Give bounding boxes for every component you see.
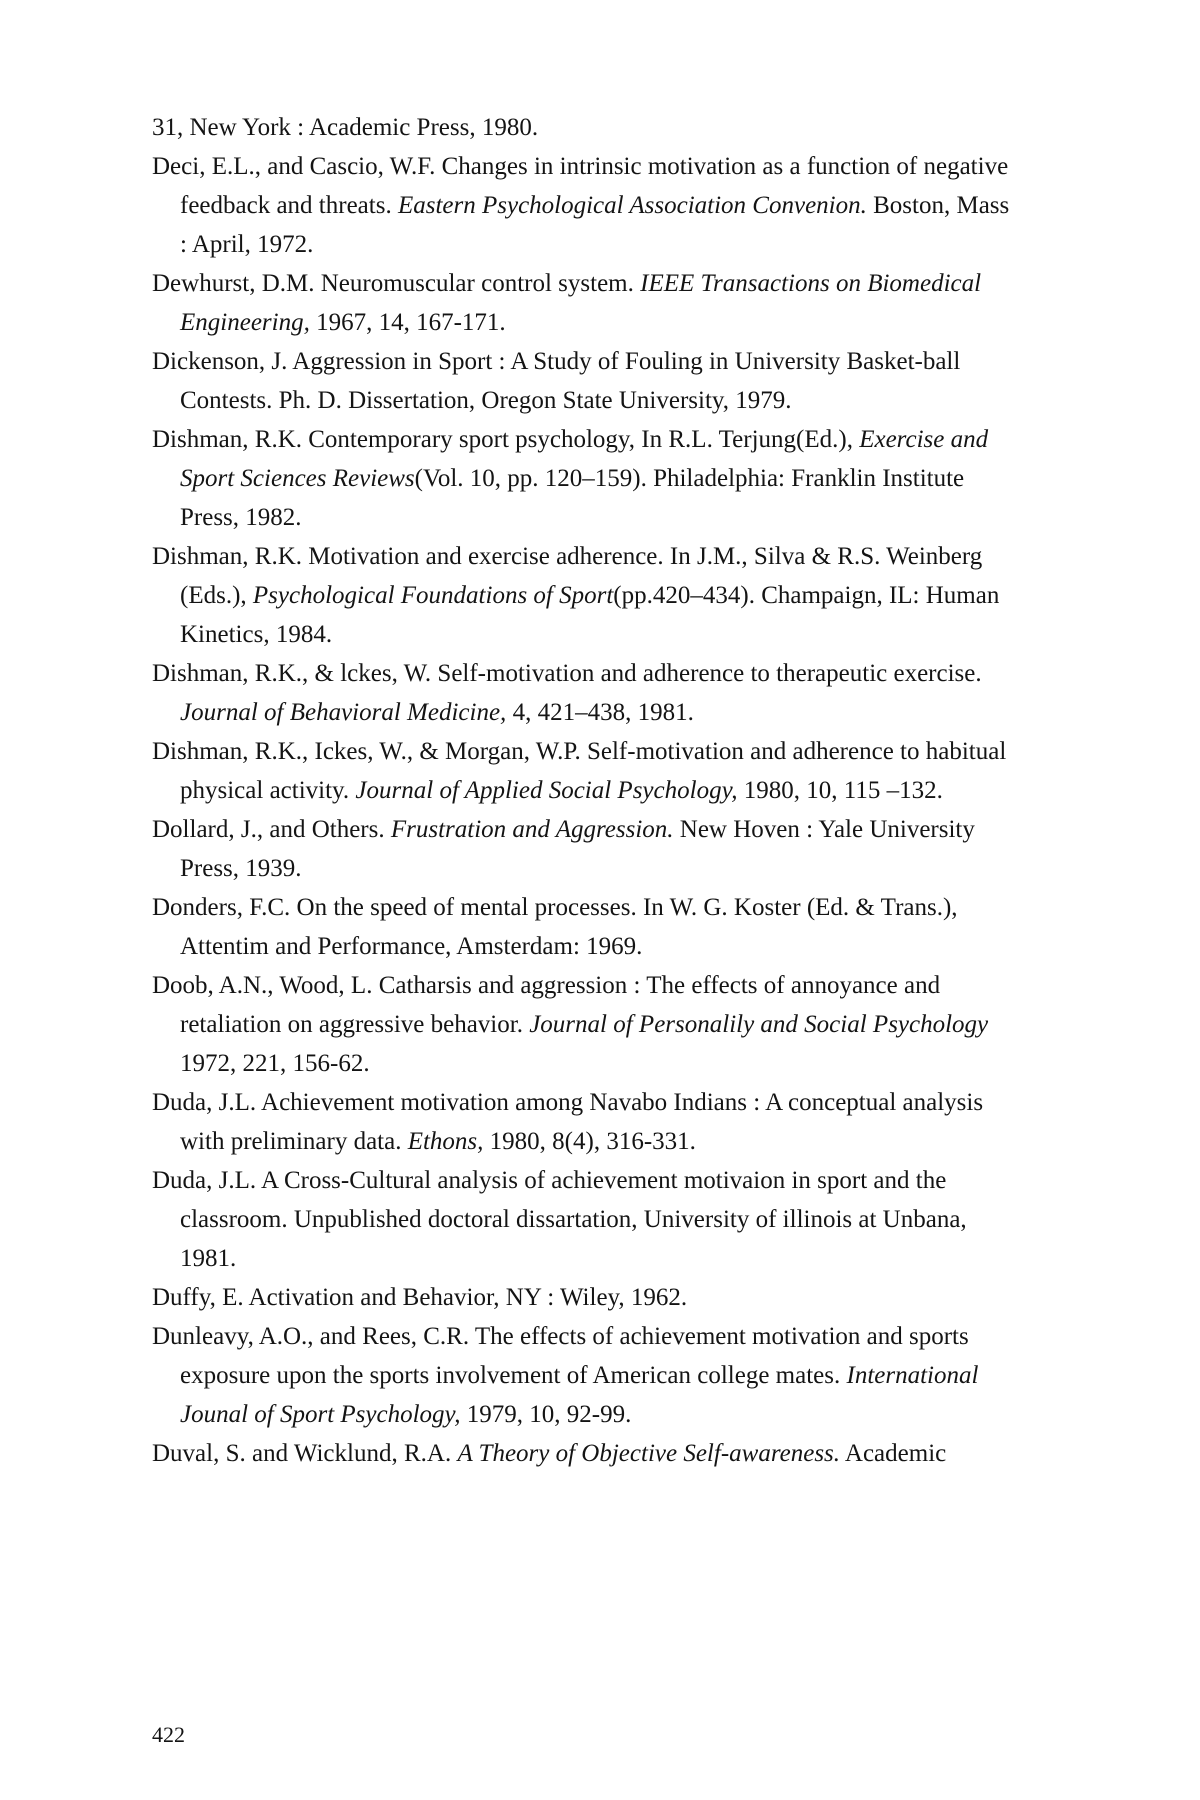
reference-text: 4, 421–438, 1981. [506, 699, 694, 726]
reference-text: Duffy, E. Activation and Behavior, NY : Wiley, 1962. [152, 1284, 688, 1311]
reference-entry [152, 732, 1020, 810]
reference-text: Boston, Mass : April, 1972. [180, 192, 1010, 258]
reference-entry [152, 342, 1020, 420]
reference-italic-text: IEEE Transactions on Biomedical Engineering, [180, 270, 982, 336]
reference-text: (Vol. 10, pp. 120–159). Philadelphia: Franklin Institute Press, 1982. [180, 465, 965, 531]
reference-text: Dewhurst, D.M. Neuromuscular control system. [152, 270, 641, 297]
reference-entry [152, 888, 1020, 966]
reference-text: 1980, 8(4), 316-331. [483, 1128, 696, 1155]
reference-text: Deci, E.L., and Cascio, W.F. Changes in intrinsic motivation as a function of negative feedback and threats. [152, 153, 1009, 219]
reference-text: Duval, S. and Wicklund, R.A. [152, 1440, 458, 1467]
reference-italic-text: Exercise and Sport Sciences Reviews [180, 426, 989, 492]
reference-italic-text: International Jounal of Sport Psychology, [180, 1362, 979, 1428]
reference-entry [152, 1317, 1020, 1434]
reference-entry [152, 264, 1020, 342]
reference-text: Dishman, R.K. Contemporary sport psychology, In R.L. Terjung(Ed.), [152, 426, 860, 453]
reference-text: Dollard, J., and Others. [152, 816, 391, 843]
reference-text: 1979, 10, 92-99. [460, 1401, 632, 1428]
reference-text: 1972, 221, 156-62. [180, 1050, 370, 1077]
reference-text: 31, New York : Academic Press, 1980. [152, 114, 539, 141]
reference-italic-text: Psychological Foundations of Sport [252, 582, 614, 609]
reference-entry [152, 537, 1020, 654]
reference-text: Duda, J.L. Achievement motivation among Navabo Indians : A conceptual analysis with preliminary data. [152, 1089, 984, 1155]
reference-text: Donders, F.C. On the speed of mental processes. In W. G. Koster (Ed. & Trans.), Attentim and Performance, Amsterdam: 1969. [152, 894, 958, 960]
reference-entry [152, 966, 1020, 1083]
reference-italic-text: Frustration and Aggression. [390, 816, 674, 843]
reference-entry [152, 147, 1020, 264]
reference-entry [152, 108, 1020, 147]
reference-text: New Hoven : Yale University Press, 1939. [180, 816, 975, 882]
reference-italic-text: A Theory of Objective Self-awareness. [457, 1440, 841, 1467]
reference-text: Doob, A.N., Wood, L. Catharsis and aggression : The effects of annoyance and retaliation on aggressive behavior. [152, 972, 941, 1038]
page-number: 422 [152, 1722, 185, 1747]
reference-text: (pp.420–434). Champaign, IL: Human Kinetics, 1984. [180, 582, 1000, 648]
reference-text: Dishman, R.K. Motivation and exercise adherence. In J.M., Silva & R.S. Weinberg (Eds.), [152, 543, 983, 609]
reference-text: Duda, J.L. A Cross-Cultural analysis of achievement motivaion in sport and the classroom. Unpublished doctoral dissartation, University of illinois at Unbana, 1981. [152, 1167, 967, 1272]
reference-text: Dishman, R.K., & lckes, W. Self-motivation and adherence to therapeutic exercise. [152, 660, 982, 687]
reference-italic-text: Eastern Psychological Association Convenion. [397, 192, 867, 219]
reference-italic-text: Ethons, [407, 1128, 484, 1155]
reference-text: Academic [840, 1440, 947, 1467]
reference-italic-text: Journal of Personalily and Social Psychology [529, 1011, 989, 1038]
reference-text: 1967, 14, 167-171. [309, 309, 506, 336]
reference-entry [152, 420, 1020, 537]
reference-entry [152, 654, 1020, 732]
reference-entry [152, 1434, 1020, 1473]
reference-text: Dunleavy, A.O., and Rees, C.R. The effects of achievement motivation and sports exposure upon the sports involvement of American college mates. [152, 1323, 969, 1389]
reference-entry [152, 1278, 1020, 1317]
reference-text: Dishman, R.K., Ickes, W., & Morgan, W.P. Self-motivation and adherence to habitual physical activity. [152, 738, 1007, 804]
reference-italic-text: Journal of Behavioral Medicine, [180, 699, 507, 726]
reference-entry [152, 1083, 1020, 1161]
reference-text: 1980, 10, 115 –132. [737, 777, 943, 804]
reference-italic-text: Journal of Applied Social Psychology, [355, 777, 738, 804]
reference-entry [152, 810, 1020, 888]
reference-text: Dickenson, J. Aggression in Sport : A Study of Fouling in University Basket-ball Contests. Ph. D. Dissertation, Oregon State University, 1979. [152, 348, 961, 414]
reference-list [152, 108, 1020, 1473]
reference-entry [152, 1161, 1020, 1278]
